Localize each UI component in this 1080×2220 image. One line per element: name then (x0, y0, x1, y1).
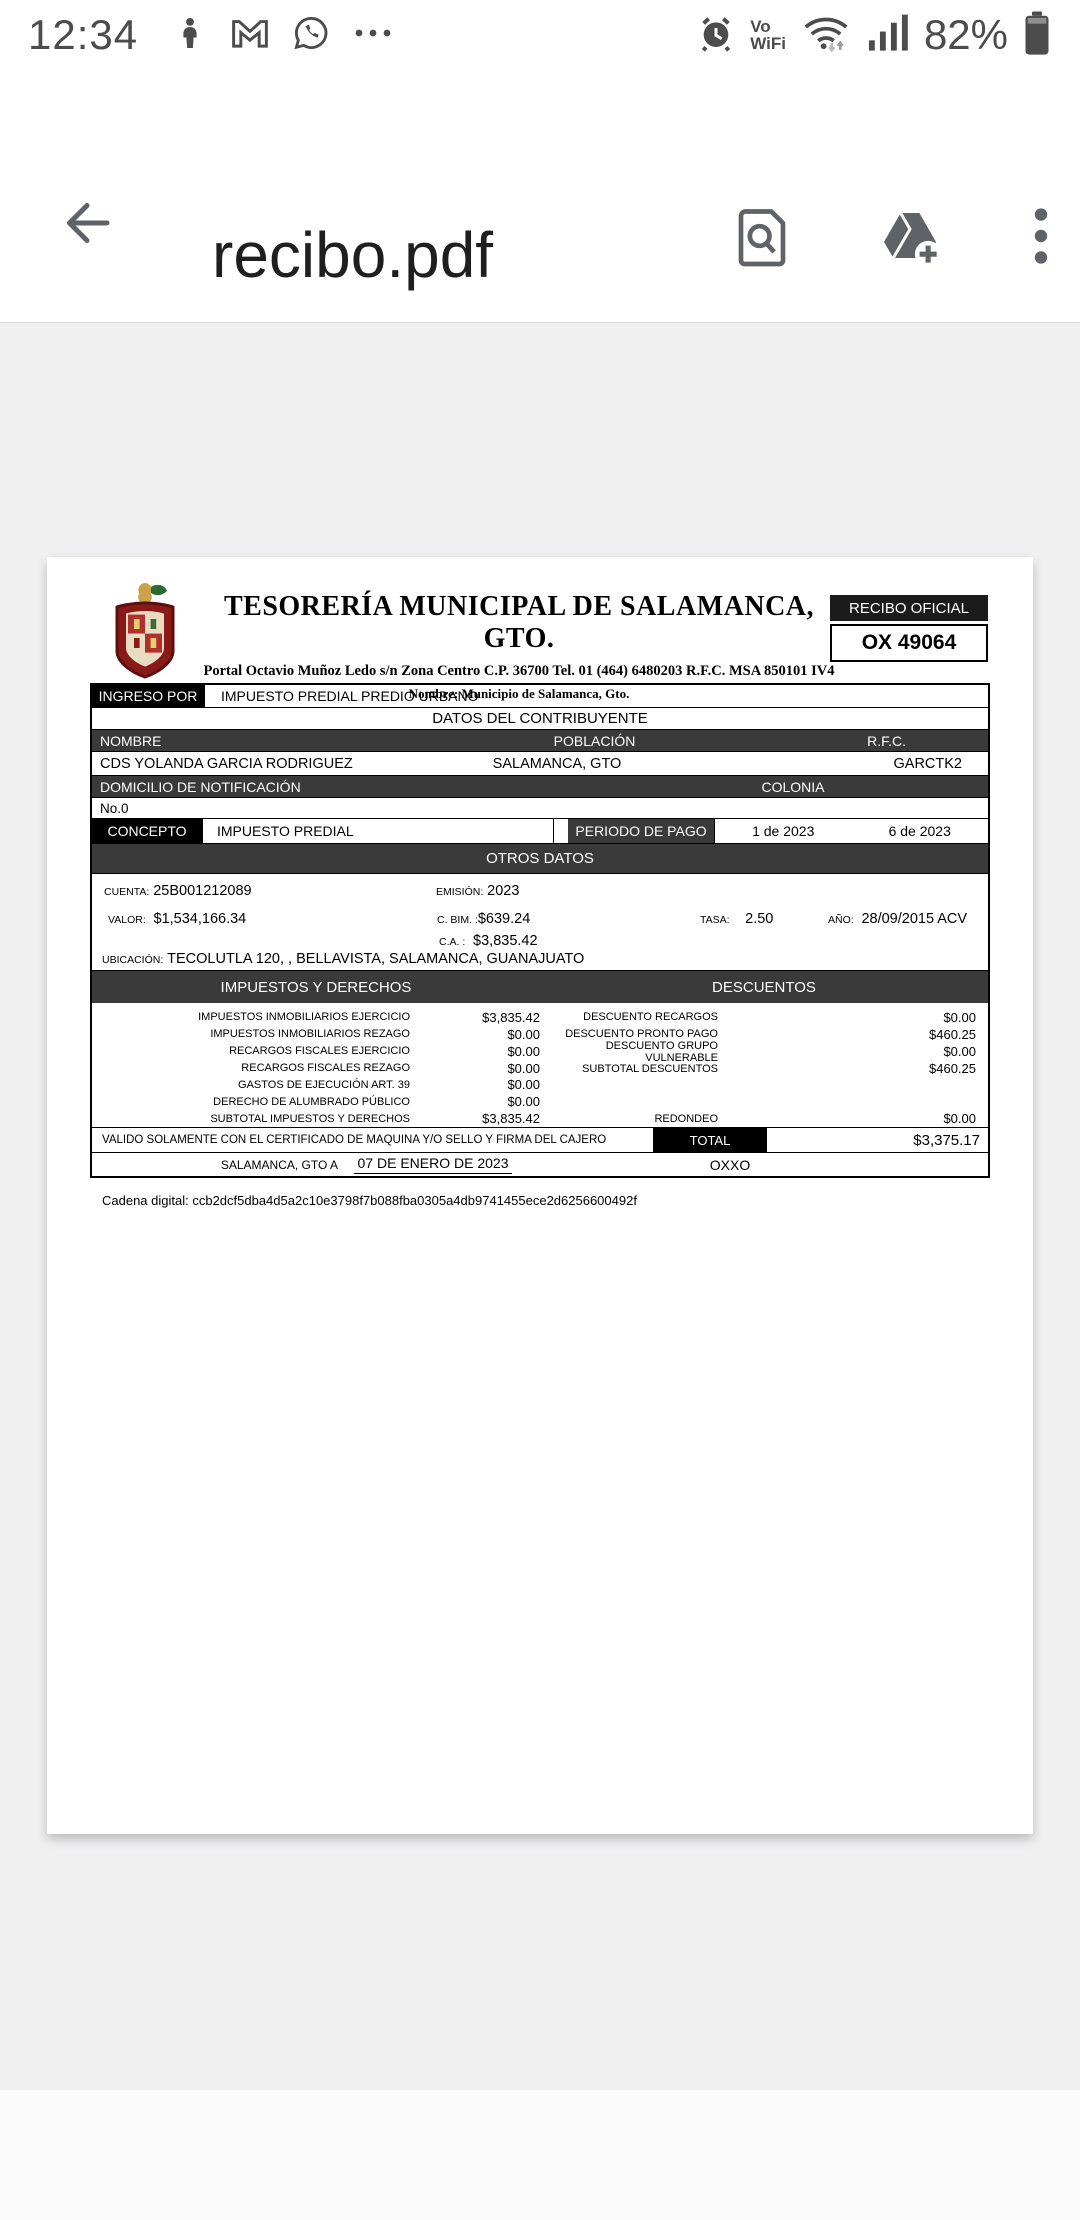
ca-field: C.A. : $3,835.42 (439, 933, 538, 949)
periodo-to: 6 de 2023 (888, 823, 951, 839)
table-row: DESCUENTO RECARGOS $0.00 (583, 1009, 976, 1025)
impuestos-column (92, 1009, 540, 1127)
ingreso-value: IMPUESTO PREDIAL PREDIO URBANO (204, 685, 988, 707)
treasury-name-line: Nombre: Municipio de Salamanca, Gto. (408, 686, 630, 701)
digital-chain: Cadena digital: ccb2dcf5dba4d5a2c10e3798f7b088fba0305a4db9741455ece2d6256600492f (102, 1193, 637, 1208)
recibo-number: OX 49064 (830, 624, 988, 662)
table-row: SUBTOTAL IMPUESTOS Y DERECHOS $3,835.42 (210, 1111, 540, 1127)
battery-icon (1022, 10, 1052, 61)
whatsapp-icon (292, 14, 330, 57)
official-receipt-box (830, 595, 988, 662)
table-row: RECARGOS FISCALES EJERCICIO $0.00 (229, 1043, 540, 1059)
ubicacion-field: UBICACIÓN: TECOLUTLA 120, , BELLAVISTA, SALAMANCA, GUANAJUATO (102, 951, 585, 967)
otros-datos-block (92, 874, 988, 971)
total-row (92, 1128, 988, 1153)
table-row: IMPUESTOS INMOBILIARIOS EJERCICIO $3,835.42 (198, 1009, 540, 1025)
table-row: RECARGOS FISCALES REZAGO $0.00 (241, 1060, 540, 1076)
cbim-field: C. BIM. :$639.24 (437, 911, 531, 927)
table-row: GASTOS DE EJECUCIÓN ART. 39 $0.00 (238, 1077, 540, 1093)
rfc-value: GARCTK2 (893, 755, 962, 772)
navigation-bar (0, 2090, 1080, 2220)
table-row: DERECHO DE ALUMBRADO PÚBLICO $0.00 (213, 1094, 540, 1110)
table-row: DESCUENTO GRUPO VULNERABLE $0.00 (605, 1039, 976, 1064)
total-value: $3,375.17 (766, 1128, 988, 1152)
ano-field: AÑO: 28/09/2015 ACV (828, 911, 968, 927)
redondeo-row: REDONDEO $0.00 (654, 1111, 976, 1127)
wifi-icon (800, 11, 852, 60)
document-title: recibo.pdf (212, 219, 494, 291)
back-arrow-icon (57, 241, 117, 256)
person-icon (172, 15, 208, 56)
signal-icon (866, 12, 910, 59)
status-system-icons (696, 10, 1052, 61)
app-bar-actions (734, 205, 1052, 267)
alarm-icon (696, 13, 736, 58)
treasury-title: TESORERÍA MUNICIPAL DE SALAMANCA, GTO. (223, 591, 815, 654)
receipt-footer-row (92, 1153, 988, 1176)
poblacion-label: POBLACIÓN (553, 732, 636, 749)
impuestos-title: IMPUESTOS Y DERECHOS (220, 978, 412, 996)
poblacion-value: SALAMANCA, GTO (492, 755, 622, 772)
descuentos-title: DESCUENTOS (712, 978, 816, 996)
pdf-page (47, 557, 1033, 1834)
app-bar (0, 70, 1080, 322)
treasury-address: Portal Octavio Muñoz Ledo s/n Zona Centro C.P. 36700 Tel. 01 (464) 6480203 R.F.C. MSA 850101 IV4 (203, 663, 835, 679)
gmail-icon (230, 15, 270, 56)
notification-icons (172, 14, 394, 57)
nombre-value: CDS YOLANDA GARCIA RODRIGUEZ (100, 755, 353, 772)
concepto-row (92, 819, 988, 844)
pdf-viewer-area[interactable] (0, 322, 1080, 2091)
status-time: 12:34 (28, 11, 139, 58)
overflow-menu-button[interactable] (1030, 205, 1052, 267)
concepto-value: IMPUESTO PREDIAL (202, 819, 554, 843)
domicilio-value-row (92, 798, 988, 819)
periodo-values (714, 819, 988, 843)
nombre-label: NOMBRE (100, 732, 162, 749)
table-row: DESCUENTO PRONTO PAGO $460.25 (565, 1026, 976, 1042)
footer-cashier: OXXO (709, 1156, 751, 1173)
domicilio-header-row (92, 776, 988, 798)
domicilio-value: No.0 (100, 800, 129, 816)
cuenta-field: CUENTA: 25B001212089 (104, 883, 252, 899)
battery-percent: 82% (923, 11, 1008, 58)
periodo-label: PERIODO DE PAGO (568, 819, 714, 843)
contribuyente-value-row (92, 752, 988, 776)
footer-place: SALAMANCA, GTO A (220, 1157, 338, 1172)
rfc-label: R.F.C. (867, 732, 906, 749)
drive-add-icon (878, 254, 942, 269)
validity-note: VALIDO SOLAMENTE CON EL CERTIFICADO DE MAQUINA Y/O SELLO Y FIRMA DEL CAJERO (92, 1128, 654, 1152)
contribuyente-header-row (92, 730, 988, 752)
ingreso-label: INGRESO POR (92, 685, 204, 707)
valor-field: VALOR: $1,534,166.34 (108, 911, 247, 927)
receipt-table (90, 683, 990, 1178)
vowifi-label: Vo WiFi (750, 17, 786, 53)
municipal-crest-logo (99, 579, 191, 688)
overflow-menu-icon (1030, 255, 1052, 270)
emision-field: EMISIÓN: 2023 (436, 883, 520, 899)
total-label: TOTAL (654, 1128, 766, 1152)
recibo-oficial-label: RECIBO OFICIAL (830, 595, 988, 621)
table-row: IMPUESTOS INMOBILIARIOS REZAGO $0.00 (210, 1026, 540, 1042)
table-row: SUBTOTAL DESCUENTOS $460.25 (582, 1061, 976, 1077)
contribuyente-section-title: DATOS DEL CONTRIBUYENTE (92, 708, 988, 730)
otros-datos-title: OTROS DATOS (92, 844, 988, 874)
more-notifications-icon (352, 15, 394, 56)
tasa-field: TASA: 2.50 (700, 911, 774, 927)
line-items (92, 1003, 988, 1128)
colonia-label: COLONIA (761, 778, 825, 795)
periodo-from: 1 de 2023 (752, 823, 815, 839)
add-to-drive-button[interactable] (878, 206, 942, 266)
domicilio-label: DOMICILIO DE NOTIFICACIÓN (100, 778, 301, 795)
footer-date: 07 DE ENERO DE 2023 (354, 1155, 512, 1174)
descuentos-column (540, 1009, 988, 1127)
status-bar (0, 0, 1080, 70)
sections-title-bar (92, 971, 988, 1003)
back-button[interactable] (55, 192, 119, 256)
ingreso-row (92, 685, 988, 708)
concepto-label: CONCEPTO (92, 819, 202, 843)
find-in-page-button[interactable] (734, 205, 790, 267)
find-in-page-icon (734, 255, 790, 270)
